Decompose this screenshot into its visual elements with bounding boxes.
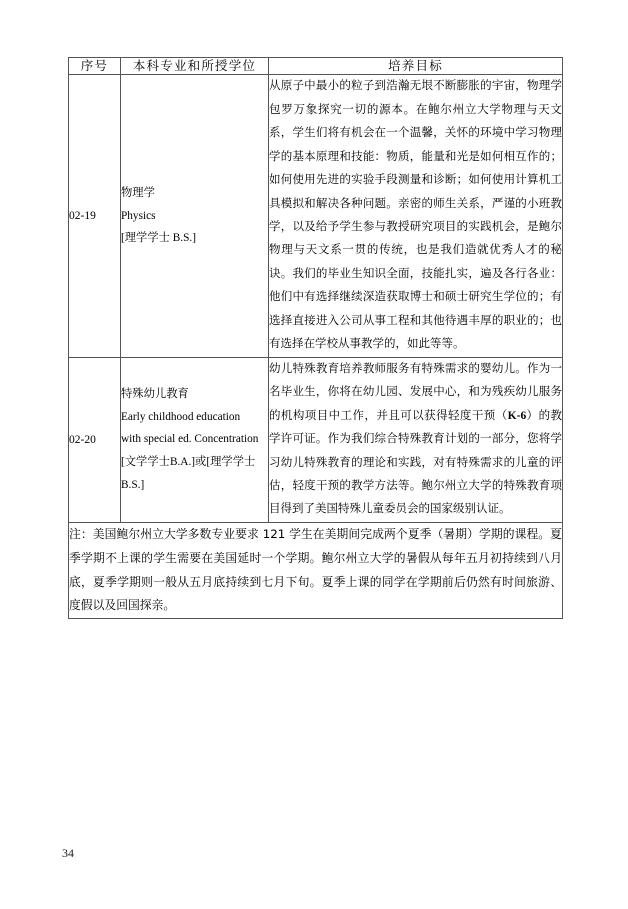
note-text [69, 523, 562, 618]
goal-cell [269, 357, 563, 522]
goal-text-part1: 幼儿特殊教育培养教师服务有特殊需求的婴幼儿。作为一名毕业生，你将在幼儿园、发展中心，和为残疾幼儿服务的机构项目中工作，并且可以获得轻度干预（ [269, 362, 562, 422]
table-row [69, 357, 563, 522]
table-header-row [69, 58, 563, 75]
major-cell [121, 75, 269, 357]
majors-table [68, 57, 563, 619]
note-credit-number: 121 [262, 526, 286, 541]
table-note-row [69, 522, 563, 618]
goal-text: 从原子中最小的粒子到浩瀚无垠不断膨胀的宇宙，物理学包罗万象探究一切的源本。在鲍尔州立大学物理与天文系，学生们将有机会在一个温馨，关怀的环境中学习物理学的基本原理和技能：物质，能量和光是如何相互作的；如何使用先进的实验手段测量和诊断；如何使用计算机工具模拟和解决各种问题。亲密的师生关系，严谨的小班教学，以及给予学生参与教授研究项目的实践机会，是鲍尔物理与天文系一贯的传统，也是我们造就优秀人才的秘诀。我们的毕业生知识全面，技能扎实，遍及各行各业：他们中有选择继续深造获取博士和硕士研究生学位的；有选择直接进入公司从事工程和其他待遇丰厚的职业的；也有选择在学校从事教学的，如此等等。 [269, 80, 562, 351]
major-name-en: Physics [121, 209, 156, 222]
column-header-goal: 培养目标 [269, 58, 563, 75]
major-name-en-line1: Early childhood education [121, 410, 241, 423]
goal-text-grade-range: K-6 [507, 409, 527, 422]
major-degree-line1: [文学学士B.A.]或[理学学士 [121, 456, 256, 469]
major-cell [121, 357, 269, 522]
column-header-no: 序号 [69, 58, 121, 75]
note-cell [69, 522, 563, 618]
column-header-major: 本科专业和所授学位 [121, 58, 269, 75]
goal-text-part2: ）的教学许可证。作为我们综合特殊教育计划的一部分，您将学习幼儿特殊教育的理论和实践，对有特殊需求的儿童的评估，轻度干预的教学方法等。鲍尔州立大学的特殊教育项目得到了美国特殊儿童委员会的国家级别认证。 [269, 409, 563, 516]
goal-cell [269, 75, 563, 357]
table-row [69, 75, 563, 357]
major-degree-line2: B.S.] [121, 478, 145, 491]
major-name-en-line2: with special ed. Concentration [121, 433, 259, 446]
major-degree: [理学学士 B.S.] [121, 232, 197, 245]
major-name-cn: 物理学 [121, 186, 155, 199]
note-text-part1: 注：美国鲍尔州立大学多数专业要求 [69, 526, 263, 541]
row-number: 02-19 [69, 75, 121, 357]
page-number: 34 [62, 846, 74, 860]
goal-text [269, 358, 562, 522]
note-text-part2: 学生在美期间完成两个夏季（暑期）学期的课程。夏季学期不上课的学生需要在美国延时一个学期。鲍尔州立大学的暑假从每年五月初持续到八月底，夏季学期则一般从五月底持续到七月下旬。夏季上课的同学在学期前后仍然有时间旅游、度假以及回国探亲。 [69, 526, 562, 613]
row-number: 02-20 [69, 357, 121, 522]
major-name-cn: 特殊幼儿教育 [121, 387, 189, 400]
